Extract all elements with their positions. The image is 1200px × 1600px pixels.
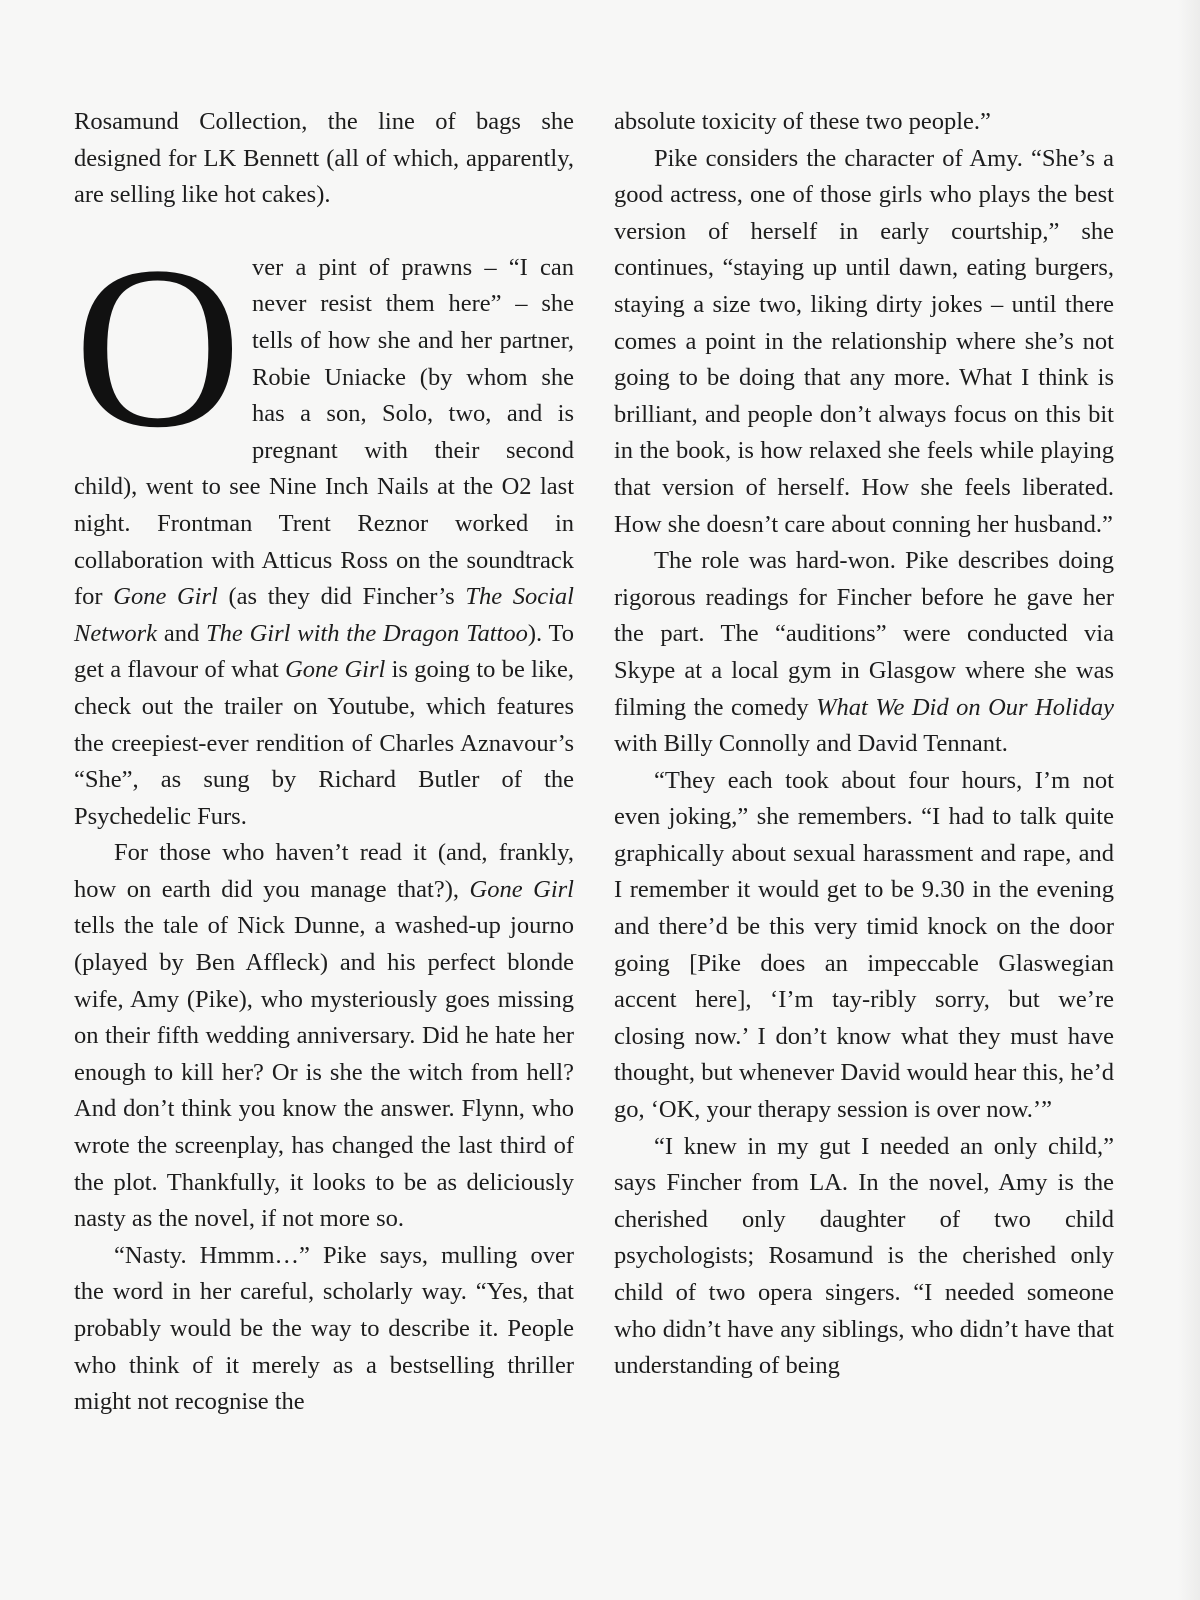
paragraph: [614, 543, 1114, 763]
article-page: [74, 104, 1114, 1584]
italic-title: Gone Girl: [469, 875, 574, 903]
page-edge-shadow: [1178, 0, 1200, 1600]
italic-title: Gone Girl: [285, 656, 386, 684]
text-run: ). To get a flavour of what: [74, 619, 574, 684]
text-run: tells the tale of Nick Dunne, a washed-up journo (played by Ben Affleck) and his perfect blonde wife, Amy (Pike), who mysteriously goes missing on their fifth wedding anniversary. Did he hate her enough to kill her? Or is she the witch from hell? And don’t think you know the answer. Flynn, who wrote the screenplay, has changed the last third of the plot. Thankfully, it looks to be as deliciously nasty as the novel, if not more so.: [74, 912, 574, 1233]
text-run: For those who haven’t read it (and, frankly, how on earth did you manage that?),: [74, 839, 574, 903]
text-run: The role was hard-won. Pike describes doing rigorous readings for Fincher before he gave her the part. The “auditions” were conducted via Skype at a local gym in Glasgow where she was filming the comedy: [614, 547, 1114, 721]
right-column: [614, 104, 1114, 1584]
drop-cap: O: [74, 218, 242, 476]
italic-title: Gone Girl: [113, 583, 218, 611]
text-run: is going to be like, check out the trailer on Youtube, which features the creepiest-ever rendition of Charles Aznavour’s “She”, as sung by Richard Butler of the Psychedelic Furs.: [74, 656, 574, 830]
italic-title: The Social Network: [74, 583, 574, 647]
paragraph: Pike considers the character of Amy. “She’s a good actress, one of those girls who plays the best version of herself in early courtship,” she continues, “staying up until dawn, eating burgers, staying a size two, liking dirty jokes – until there comes a point in the relationship where she’s not going to be doing that any more. What I think is brilliant, and people don’t always focus on this bit in the book, is how relaxed she feels while playing that version of herself. How she feels liberated. How she doesn’t care about conning her husband.”: [614, 144, 1114, 538]
italic-title: What We Did on Our Holiday: [816, 693, 1114, 721]
paragraph: absolute toxicity of these two people.”: [614, 108, 991, 135]
text-run: (as they did Fincher’s: [217, 583, 466, 611]
paragraph: “I knew in my gut I needed an only child,” says Fincher from LA. In the novel, Amy is the cherished only daughter of two child psychologists; Rosamund is the cherished only child of two opera singers. “I needed someone who didn’t have any siblings, who didn’t have that understanding of being: [614, 1132, 1114, 1380]
paragraph: Rosamund Collection, the line of bags she designed for LK Bennett (all of which, apparently, are selling like hot cakes).: [74, 108, 574, 209]
text-run: ver a pint of prawns – “I can never resist them here” – she tells of how she and her partner, Robie Uniacke (by whom she has a son, Solo, two, and is pregnant with their second child), went to see Nine Inch Nails at the O2 last night. Frontman Trent Reznor worked in collaboration with Atticus Ross on the soundtrack for: [74, 253, 574, 611]
text-run: with Billy Connolly and David Tennant.: [614, 730, 1008, 758]
text-run: and: [157, 619, 207, 647]
paragraph: “Nasty. Hmmm…” Pike says, mulling over the word in her careful, scholarly way. “Yes, that probably would be the way to describe it. People who think of it merely as a bestselling thriller might not recognise the: [74, 1241, 574, 1416]
dropcap-paragraph: [74, 218, 574, 836]
paragraph: “They each took about four hours, I’m not even joking,” she remembers. “I had to talk quite graphically about sexual harassment and rape, and I remember it would get to be 9.30 in the evening and there’d be this very timid knock on the door going [Pike does an impeccable Glaswegian accent here], ‘I’m tay-ribly sorry, but we’re closing now.’ I don’t know what they must have thought, but whenever David would hear this, he’d go, ‘OK, your therapy session is over now.’”: [614, 766, 1114, 1124]
italic-title: The Girl with the Dragon Tattoo: [206, 619, 528, 647]
left-column: [74, 104, 574, 1584]
paragraph: [74, 835, 574, 1238]
